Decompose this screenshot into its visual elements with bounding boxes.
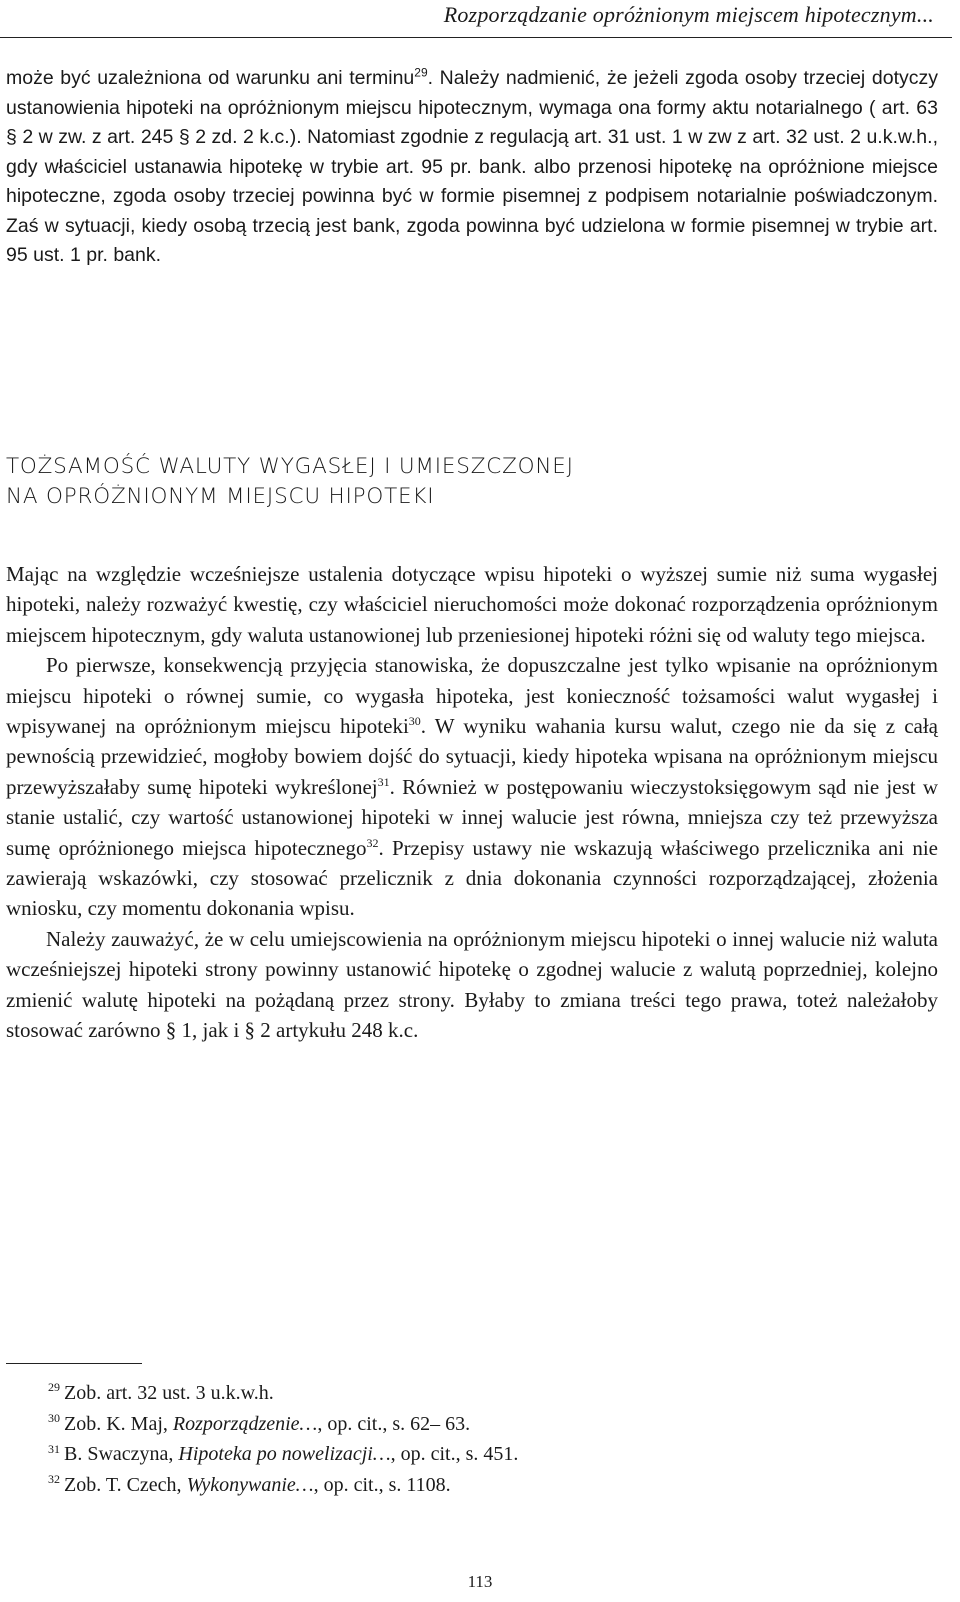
footnote-title: Hipoteka po nowelizacji…: [178, 1443, 391, 1466]
footnote-title: Rozporządzenie…: [172, 1412, 318, 1435]
footnote-ref[interactable]: 31: [377, 774, 390, 789]
section-heading-line: TOŻSAMOŚĆ WALUTY WYGASŁEJ I UMIESZCZONEJ: [6, 454, 574, 479]
footnote-ref[interactable]: 30: [408, 714, 421, 729]
footnote-text: Zob. T. Czech,: [64, 1473, 187, 1496]
header-rule: [0, 37, 952, 38]
paragraph-text: . Należy nadmienić, że jeżeli zgoda osoby trzeciej dotyczy ustanowienia hipoteki na opróżnionym miejscu hipotecznym, wymaga ona formy aktu notarialnego ( art. 63 § 2 w zw. z art. 245 § 2 zd. 2 k.c.). Natomiast zgodnie z regulacją art. 31 ust. 1 w zw z art. 32 ust. 2 u.k.w.h., gdy właściciel ustanawia hipotekę w trybie art. 95 pr. bank. albo przenosi hipotekę na opróżnione miejsce hipoteczne, zgoda osoby trzeciej powinna być w formie pisemnej z podpisem notarialnie poświadczonym. Zaś w sytuacji, kiedy osobą trzecią jest bank, zgoda powinna być udzielona w formie pisemnej w trybie art. 95 ust. 1 pr. bank.: [6, 67, 938, 266]
footnotes: [48, 1378, 928, 1500]
footnote-number: 32: [48, 1472, 60, 1487]
section-heading: [6, 452, 906, 512]
paragraph-text: Po pierwsze, konsekwencją przyjęcia stanowiska, że dopuszczalne jest tylko wpisanie na opróżnionym miejscu hipoteki o równej sumie, co wygasła hipoteka, jest konieczność tożsamości walut wygasłej i wpisywanej na opróżnionym miejscu hipoteki: [6, 653, 938, 739]
paragraph-text: może być uzależniona od warunku ani terminu: [6, 67, 415, 89]
footnote-title: Wykonywanie…: [186, 1473, 314, 1496]
running-header: Rozporządzanie opróżnionym miejscem hipotecznym...: [443, 2, 934, 27]
paragraph-text: . Również w postępowaniu wieczystoksięgowym sąd nie jest w stanie ustalić, czy wartość ustanowionej hipoteki w innej walucie jest równa, mniejsza czy też przewyższa sumę opróżnionego miejsca hipotecznego: [6, 774, 938, 860]
section-heading-line: NA OPRÓŻNIONYM MIEJSCU HIPOTEKI: [6, 484, 435, 509]
paragraph-text: . W wyniku wahania kursu walut, czego nie da się z całą pewnością przewidzieć, mogłoby bowiem dojść do sytuacji, kiedy hipoteka wpisana na opróżnionym miejscu przewyższałaby sumę hipoteki wykreślonej: [6, 714, 938, 799]
footnote-text: Zob. K. Maj,: [64, 1412, 173, 1435]
footnote-ref[interactable]: 29: [414, 65, 428, 80]
paragraph-text: . Przepisy ustawy nie wskazują właściwego przelicznika ani nie zawierają wskazówki, czy stosować przelicznik z dnia dokonania czynności rozporządzającej, złożenia wniosku, czy momentu dokonania wpisu.: [6, 835, 939, 921]
footnote: [48, 1378, 928, 1409]
footnote: [48, 1470, 928, 1501]
footnote-rule: [6, 1363, 142, 1364]
footnote-text: , op. cit., s. 1108.: [313, 1473, 451, 1496]
footnote-number: 31: [48, 1441, 60, 1456]
footnote-text: , op. cit., s. 451.: [390, 1443, 519, 1466]
paragraph-continued: [6, 64, 938, 271]
body-text: [6, 559, 938, 1046]
paragraph: [6, 650, 938, 924]
footnote-text: , op. cit., s. 62– 63.: [317, 1412, 471, 1435]
footnote-text: B. Swaczyna,: [64, 1443, 179, 1466]
footnote-number: 30: [48, 1410, 60, 1425]
footnote-text: Zob. art. 32 ust. 3 u.k.w.h.: [64, 1382, 274, 1404]
paragraph: Należy zauważyć, że w celu umiejscowienia na opróżnionym miejscu hipoteki o innej walucie niż waluta wcześniejszej hipoteki strony powinny ustanowić hipotekę o zgodnej walucie z walutą poprzedniej, kolejno zmienić walutę hipoteki na pożądaną przez strony. Byłaby to zmiana treści tego prawa, toteż należałoby stosować zarówno § 1, jak i § 2 artykułu 248 k.c.: [6, 926, 938, 1043]
footnote: [48, 1409, 928, 1440]
footnote-ref[interactable]: 32: [366, 835, 379, 850]
footnote-number: 29: [48, 1380, 60, 1395]
paragraph: Mając na względzie wcześniejsze ustalenia dotyczące wpisu hipoteki o wyższej sumie niż suma wygasłej hipoteki, należy rozważyć kwestię, czy właściciel nieruchomości może dokonać rozporządzenia opróżnionym miejscem hipotecznym, gdy waluta ustanowionej lub przeniesionej hipoteki różni się od waluty tego miejsca.: [6, 562, 938, 647]
footnote: [48, 1439, 928, 1470]
page-number: 113: [467, 1572, 493, 1591]
